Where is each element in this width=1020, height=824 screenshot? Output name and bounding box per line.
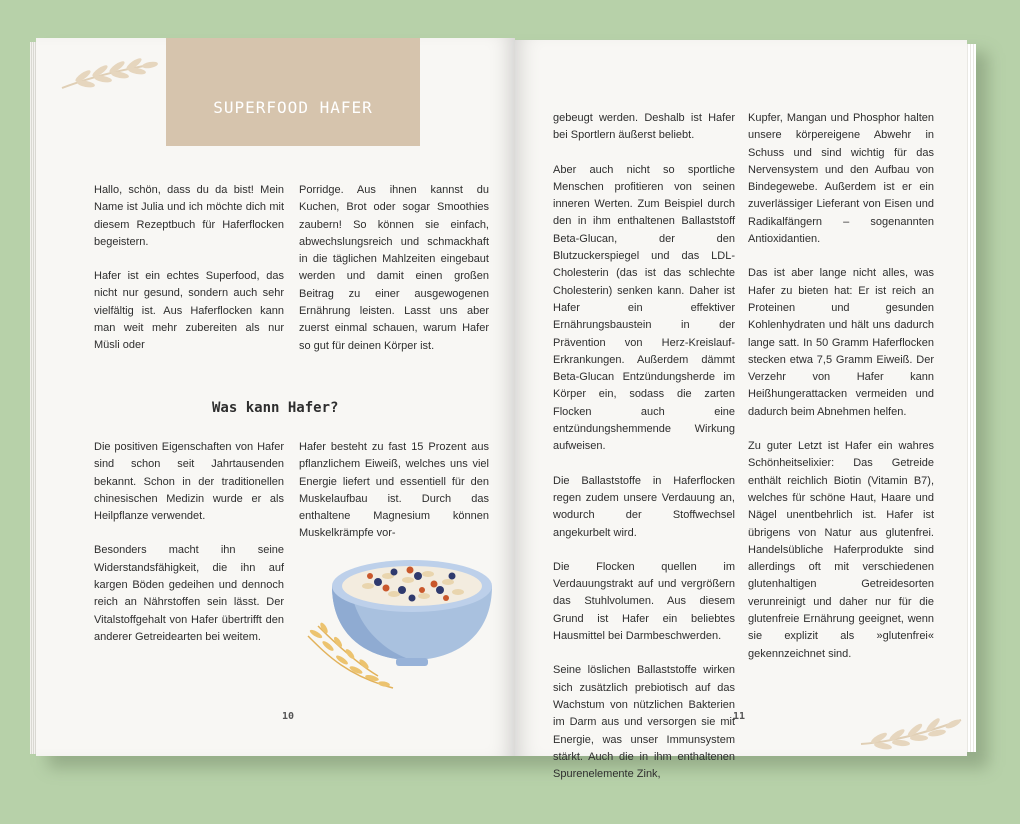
page-title: SUPERFOOD HAFER xyxy=(213,97,373,117)
wheat-icon xyxy=(859,716,963,750)
title-banner xyxy=(166,38,420,146)
right-page xyxy=(515,40,967,781)
right-column-1 xyxy=(553,110,735,800)
oat-bowl-illustration xyxy=(298,546,498,696)
intro-column-2 xyxy=(299,182,489,372)
paragraph: Besonders macht ihn seine Widerstandsfähigkeit, die ihn auf kargen Böden gedeihen und dennoch reich an Nährstoffen sein lässt. Der Vitalstoffgehalt von Hafer übertrifft den anderer Getreidearten bei weitem. xyxy=(94,544,284,643)
paragraph: Hafer ist ein echtes Superfood, das nicht nur gesund, sondern auch sehr vielfältig ist. Aus Haferflocken kann man weit mehr zubereiten als nur Müsli oder xyxy=(94,270,284,352)
page-number: 11 xyxy=(733,711,746,722)
left-page xyxy=(36,38,515,756)
section-column-2 xyxy=(299,439,489,560)
section-column-1 xyxy=(94,439,284,663)
right-column-2 xyxy=(748,110,934,680)
paragraph: Hafer besteht zu fast 15 Prozent aus pflanzlichem Eiweiß, welches uns viel Energie liefert und essentiell für den Muskelaufbau ist. Durch das enthaltene Magnesium können Muskelkrämpfe vor- xyxy=(299,441,489,540)
paragraph: Hallo, schön, dass du da bist! Mein Name ist Julia und ich möchte dich mit diesem Rezeptbuch für Haferflocken begeistern. xyxy=(94,184,284,248)
paragraph: Das ist aber lange nicht alles, was Hafer zu bieten hat: Er ist reich an Proteinen und gesunden Kohlenhydraten und hält uns dadurch lange satt. In 50 Gramm Haferflocken stecken etwa 7,5 Gramm Eiweiß. Der Verzehr von Hafer kann Heißhungerattacken vermeiden und dadurch beim Abnehmen helfen. xyxy=(748,267,934,418)
paragraph: Zu guter Letzt ist Hafer ein wahres Schönheitselixier: Das Getreide enthält reichlich Biotin (Vitamin B7), welches für schöne Haut, Haare und Nägel unentbehrlich ist. Hafer ist übrigens von Natur aus glutenfrei. Handelsübliche Haferprodukte sind allerdings oft mit verschiedenen glutenhaltigen Getreidesorten verunreinigt und daher nur für die glutenfreie Ernährung geeignet, wenn sie explizit als »glutenfrei« gekennzeichnet sind. xyxy=(748,440,934,660)
section-heading: Was kann Hafer? xyxy=(212,400,339,416)
paragraph: Kupfer, Mangan und Phosphor halten unsere körpereigene Abwehr in Schuss und sind wichtig für das Nervensystem und den Aufbau von Bindegewebe. Außerdem ist er ein zuverlässiger Lieferant von Eisen und Radikalfängern – sogenannten Antioxidantien. xyxy=(748,112,934,246)
paragraph: Die positiven Eigenschaften von Hafer sind schon seit Jahrtausenden bekannt. Schon in der traditionellen chinesischen Medizin wurde er als Heilpflanze verwendet. xyxy=(94,441,284,523)
intro-column-1 xyxy=(94,182,284,372)
paragraph: Die Flocken quellen im Verdauungstrakt auf und vergrößern das Stuhlvolumen. Aus diesem Grund ist Hafer ein beliebtes Hausmittel bei Darmbeschwerden. xyxy=(553,560,735,643)
page-number: 10 xyxy=(282,711,295,722)
paragraph: gebeugt werden. Deshalb ist Hafer bei Sportlern äußerst beliebt. xyxy=(553,112,735,142)
paragraph: Porridge. Aus ihnen kannst du Kuchen, Brot oder sogar Smoothies zaubern! So können sie einfach, abwechslungsreich und schmackhaft in die täglichen Mahlzeiten eingebaut werden und damit einen großen Beitrag zu einer ausgewogenen Ernährung leisten. Lasst uns aber zuerst einmal schauen, warum Hafer so gut für deinen Körper ist. xyxy=(299,184,489,352)
wheat-icon xyxy=(58,56,158,92)
paragraph: Seine löslichen Ballaststoffe wirken sich zusätzlich prebiotisch auf das Wachstum von nützlichen Bakterien im Darm aus und versorgen sie mit Energie, was unser Immunsystem stärkt. Auch die in ihm enthaltenen Spurenelemente Zink, xyxy=(553,664,735,781)
paragraph: Die Ballaststoffe in Haferflocken regen zudem unsere Verdauung an, wodurch der Stoffwechsel angekurbelt wird. xyxy=(553,474,735,539)
paragraph: Aber auch nicht so sportliche Menschen profitieren von seinen inneren Werten. Zum Beispiel durch den in ihm enthaltenen Ballaststoff Beta-Glucan, der den Blutzuckerspiegel und das LDL-Cholesterin (das ist das schlechte Cholesterin) senken kann. Daher ist Hafer ein effektiver Ernährungsbaustein in der Prävention von Herz-Kreislauf-Erkrankungen. Außerdem dämmt Beta-Glucan Entzündungsherde im Körper ein, sodass die zarten Flocken auch eine entzündungshemmende Wirkung aufweisen. xyxy=(553,163,735,453)
